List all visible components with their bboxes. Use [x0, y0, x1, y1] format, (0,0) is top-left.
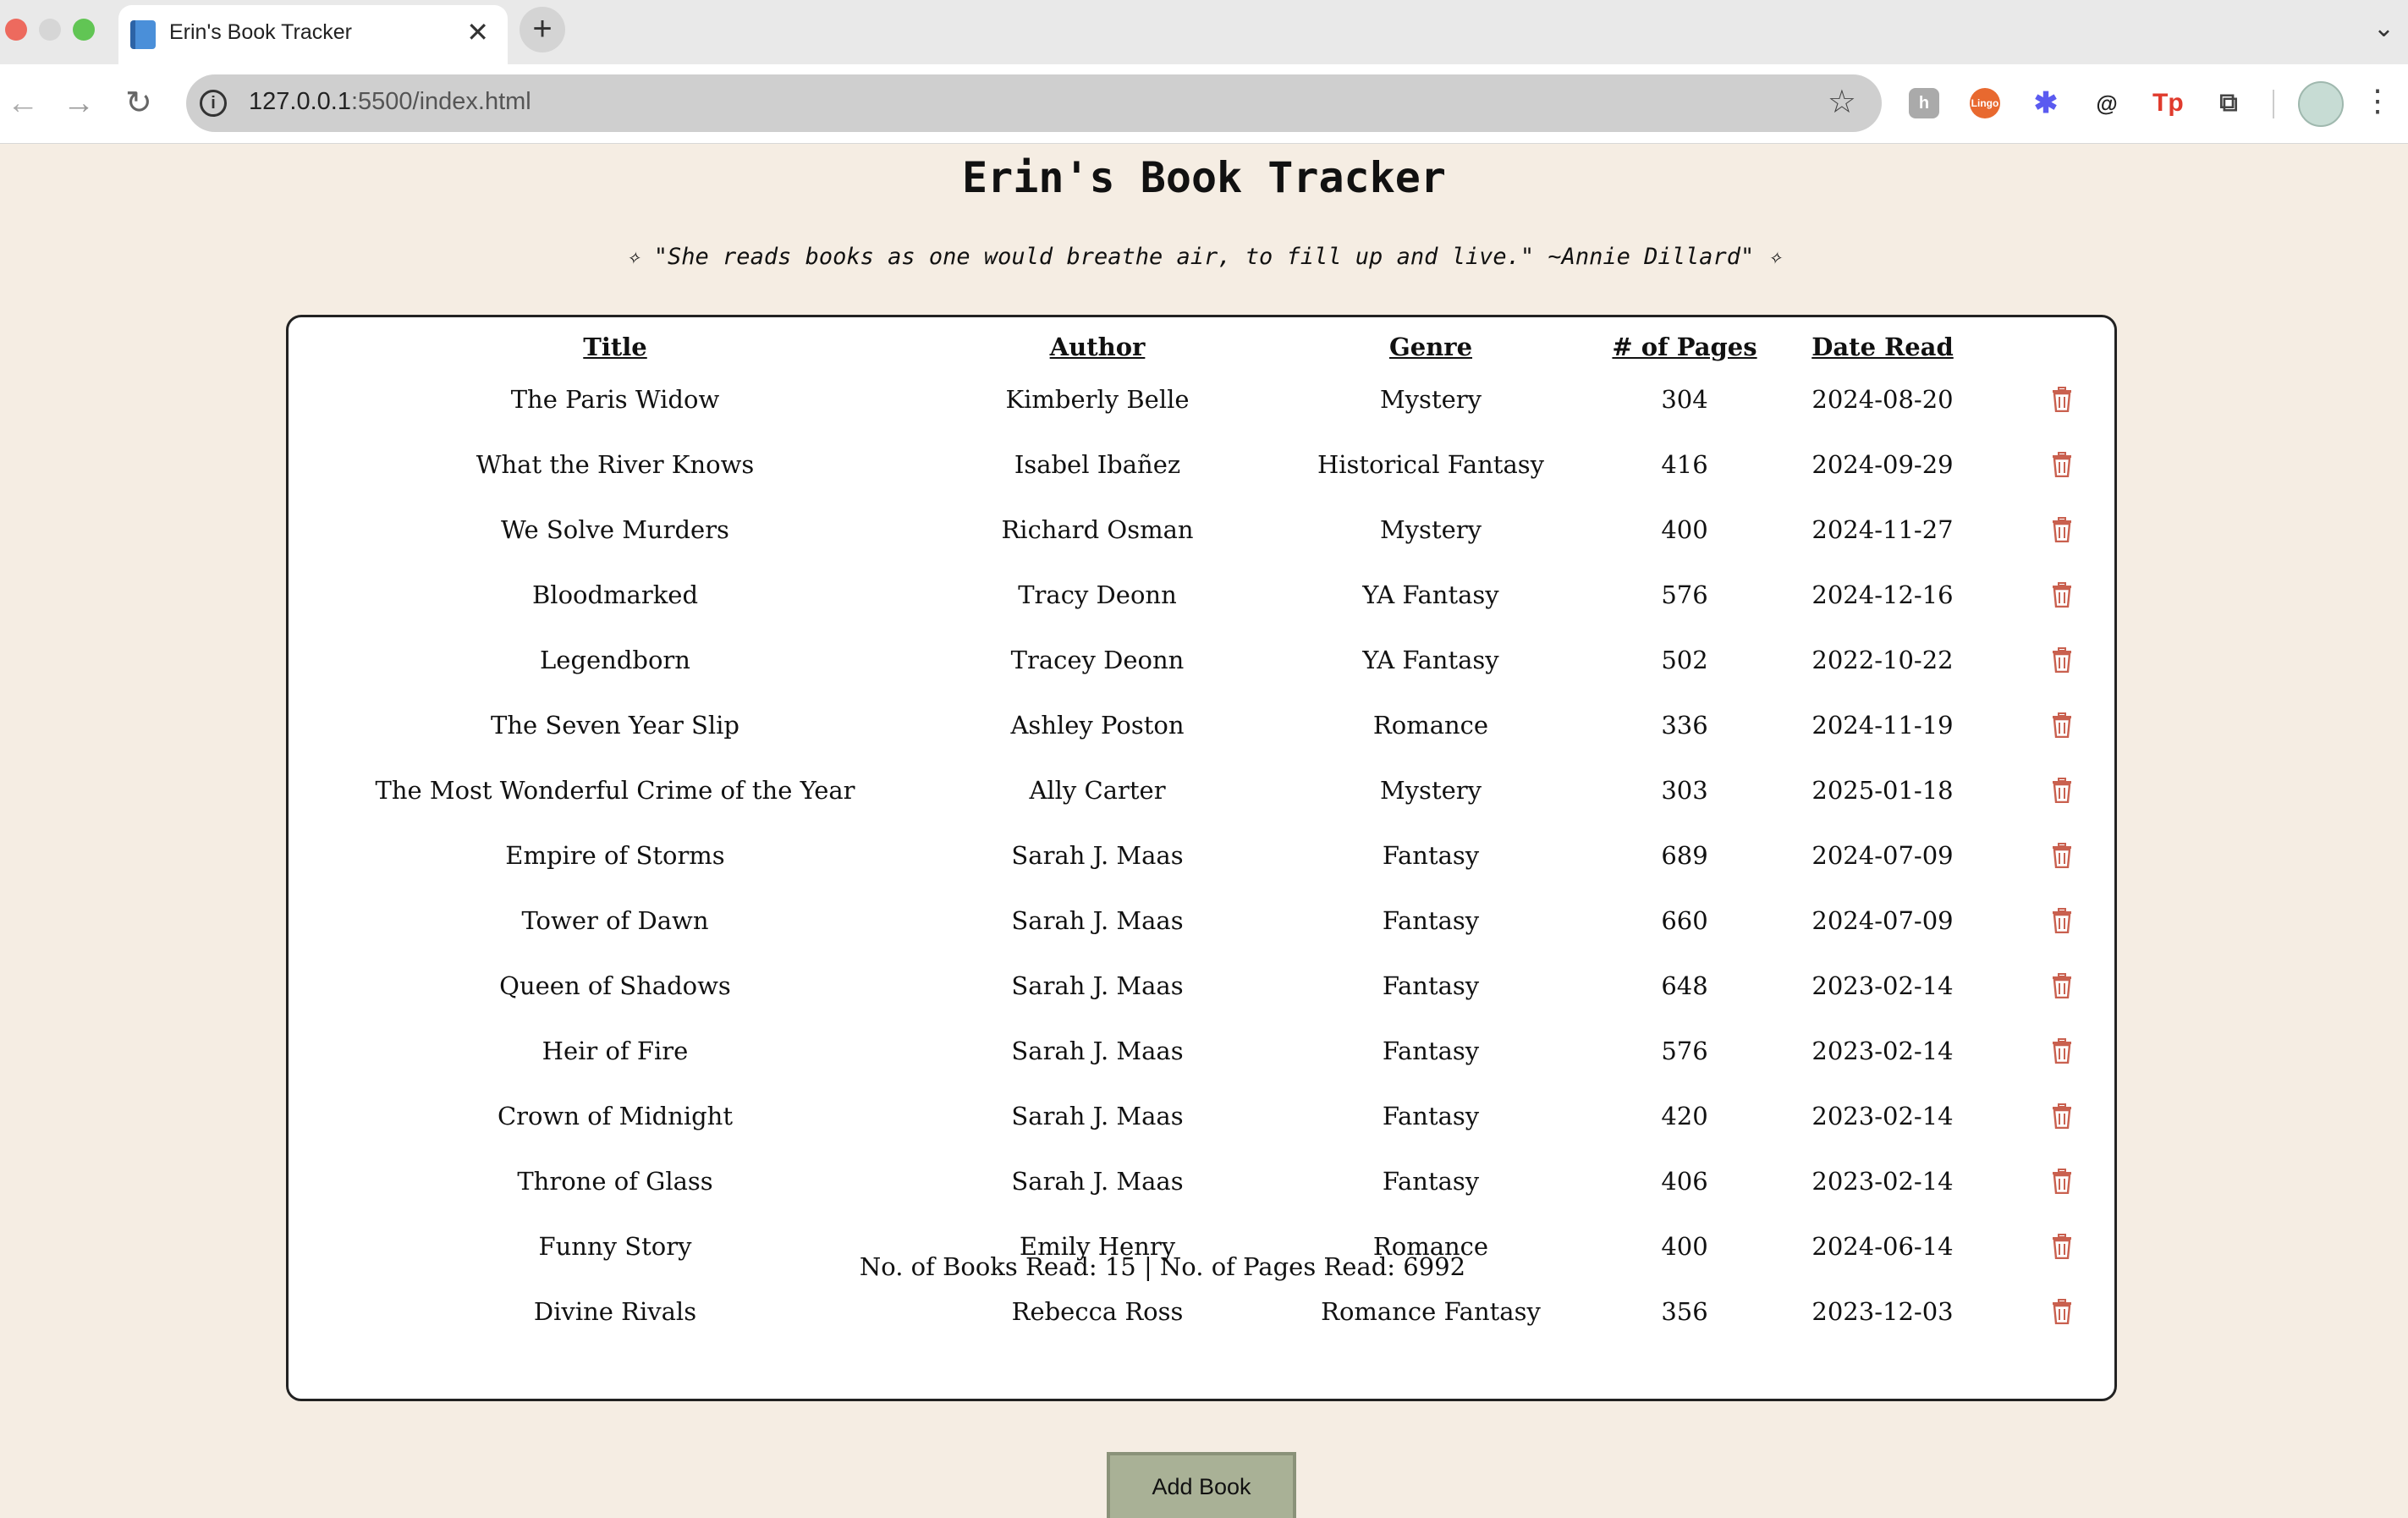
cell-author: Sarah J. Maas — [1011, 1167, 1184, 1196]
cell-pages: 400 — [1661, 515, 1708, 544]
cell-title: Funny Story — [538, 1232, 692, 1261]
cell-author: Tracy Deonn — [1018, 580, 1177, 609]
delete-trash-icon[interactable] — [2052, 517, 2072, 542]
cell-title: Divine Rivals — [533, 1297, 697, 1326]
header-author: Author — [1049, 333, 1146, 361]
cell-title: Crown of Midnight — [497, 1102, 734, 1130]
cell-date-read: 2023-02-14 — [1811, 1037, 1954, 1065]
cell-date-read: 2024-07-09 — [1811, 906, 1954, 935]
cell-author: Ashley Poston — [1010, 711, 1185, 740]
cell-author: Sarah J. Maas — [1011, 971, 1184, 1000]
delete-trash-icon[interactable] — [2052, 908, 2072, 933]
cell-author: Kimberly Belle — [1005, 385, 1190, 414]
new-tab-button[interactable]: + — [520, 7, 565, 52]
cell-pages: 406 — [1661, 1167, 1708, 1196]
cell-title: Queen of Shadows — [499, 971, 731, 1000]
tab-title: Erin's Book Tracker — [169, 20, 352, 44]
cell-genre: Fantasy — [1382, 971, 1480, 1000]
cell-pages: 502 — [1661, 646, 1708, 674]
forward-icon[interactable]: → — [63, 85, 95, 121]
delete-trash-icon[interactable] — [2052, 973, 2072, 998]
header-date-read: Date Read — [1811, 333, 1954, 361]
cell-author: Richard Osman — [1001, 515, 1194, 544]
cell-title: What the River Knows — [476, 450, 755, 479]
cell-title: We Solve Murders — [501, 515, 729, 544]
browser-menu-icon[interactable]: ⋮ — [2362, 83, 2393, 118]
url-text[interactable] — [249, 88, 531, 116]
extension-5-icon[interactable]: Tp — [2152, 89, 2184, 117]
tab-search-chevron-icon[interactable]: ⌄ — [2372, 14, 2394, 42]
cell-title: The Paris Widow — [510, 385, 720, 414]
delete-trash-icon[interactable] — [2052, 452, 2072, 477]
cell-pages: 356 — [1661, 1297, 1708, 1326]
page-title: Erin's Book Tracker — [962, 153, 1446, 202]
browser-tab[interactable] — [118, 5, 508, 64]
delete-trash-icon[interactable] — [2052, 647, 2072, 673]
header-genre: Genre — [1388, 333, 1473, 361]
cell-date-read: 2024-11-27 — [1811, 515, 1954, 544]
delete-trash-icon[interactable] — [2052, 1103, 2072, 1129]
address-bar[interactable] — [186, 74, 1882, 132]
cell-author: Isabel Ibañez — [1014, 450, 1181, 479]
cell-date-read: 2024-07-09 — [1811, 841, 1954, 870]
cell-genre: Mystery — [1379, 385, 1482, 414]
cell-pages: 416 — [1661, 450, 1708, 479]
delete-trash-icon[interactable] — [2052, 843, 2072, 868]
cell-genre: Romance Fantasy — [1321, 1297, 1541, 1326]
cell-pages: 304 — [1661, 385, 1708, 414]
cell-pages: 660 — [1661, 906, 1708, 935]
delete-trash-icon[interactable] — [2052, 1169, 2072, 1194]
tab-close-icon[interactable]: ✕ — [466, 17, 489, 47]
cell-genre: Mystery — [1379, 776, 1482, 805]
cell-title: Throne of Glass — [517, 1167, 713, 1196]
url-path: :5500/index.html — [350, 88, 531, 115]
reload-icon[interactable]: ↻ — [125, 85, 152, 121]
cell-title: Tower of Dawn — [521, 906, 709, 935]
delete-trash-icon[interactable] — [2052, 712, 2072, 738]
tab-strip — [0, 0, 2408, 64]
cell-title: Empire of Storms — [505, 841, 725, 870]
cell-title: The Seven Year Slip — [490, 711, 740, 740]
url-host: 127.0.0.1 — [249, 88, 351, 115]
cell-genre: Fantasy — [1382, 906, 1480, 935]
cell-genre: Fantasy — [1382, 1167, 1480, 1196]
delete-trash-icon[interactable] — [2052, 1038, 2072, 1064]
delete-trash-icon[interactable] — [2052, 778, 2072, 803]
cell-genre: Fantasy — [1382, 1102, 1480, 1130]
cell-genre: YA Fantasy — [1362, 580, 1499, 609]
cell-author: Emily Henry — [1019, 1232, 1176, 1261]
site-info-icon[interactable]: i — [200, 90, 227, 117]
cell-author: Sarah J. Maas — [1011, 1102, 1184, 1130]
extension-1-icon[interactable]: h — [1909, 88, 1939, 118]
header-title: Title — [583, 333, 647, 361]
cell-genre: YA Fantasy — [1362, 646, 1499, 674]
cell-date-read: 2023-02-14 — [1811, 1102, 1954, 1130]
extension-4-icon[interactable]: @ — [2096, 91, 2118, 116]
cell-pages: 576 — [1661, 1037, 1708, 1065]
cell-date-read: 2023-12-03 — [1811, 1297, 1954, 1326]
cell-date-read: 2022-10-22 — [1811, 646, 1954, 674]
cell-pages: 336 — [1661, 711, 1708, 740]
cell-date-read: 2024-09-29 — [1811, 450, 1954, 479]
cell-author: Ally Carter — [1029, 776, 1166, 805]
cell-author: Tracey Deonn — [1010, 646, 1185, 674]
cell-title: Bloodmarked — [531, 580, 699, 609]
cell-date-read: 2024-12-16 — [1811, 580, 1954, 609]
book-table — [286, 315, 2117, 1401]
maximize-window-button[interactable] — [73, 19, 95, 41]
cell-date-read: 2024-06-14 — [1811, 1232, 1954, 1261]
cell-pages: 303 — [1661, 776, 1708, 805]
extensions-puzzle-icon[interactable]: ⧉ — [2219, 89, 2238, 117]
extension-3-icon[interactable]: ✱ — [2033, 87, 2059, 119]
cell-date-read: 2025-01-18 — [1811, 776, 1954, 805]
bookmark-star-icon[interactable]: ☆ — [1827, 85, 1856, 120]
browser-toolbar — [0, 64, 2408, 144]
toolbar-divider — [2273, 90, 2274, 118]
quote: ✧ "She reads books as one would breathe air, to fill up and live." ~Annie Dillard" ✧ — [626, 244, 1782, 270]
delete-trash-icon[interactable] — [2052, 387, 2072, 412]
cell-pages: 689 — [1661, 841, 1708, 870]
cell-genre: Fantasy — [1382, 841, 1480, 870]
book-icon — [130, 20, 156, 49]
page-content — [0, 144, 2408, 1518]
cell-genre: Fantasy — [1382, 1037, 1480, 1065]
cell-genre: Mystery — [1379, 515, 1482, 544]
cell-pages: 400 — [1661, 1232, 1708, 1261]
cell-genre: Romance — [1372, 1232, 1489, 1261]
cell-date-read: 2024-11-19 — [1811, 711, 1954, 740]
cell-title: Heir of Fire — [542, 1037, 689, 1065]
extension-2-icon[interactable]: Lingo — [1970, 88, 2000, 118]
cell-author: Sarah J. Maas — [1011, 1037, 1184, 1065]
cell-pages: 576 — [1661, 580, 1708, 609]
cell-date-read: 2024-08-20 — [1811, 385, 1954, 414]
cell-title: The Most Wonderful Crime of the Year — [375, 776, 855, 805]
profile-avatar[interactable] — [2298, 81, 2344, 127]
cell-genre: Romance — [1372, 711, 1489, 740]
cell-pages: 648 — [1661, 971, 1708, 1000]
cell-date-read: 2023-02-14 — [1811, 971, 1954, 1000]
reading-summary: No. of Books Read: 15 | No. of Pages Read: 6992 — [859, 1252, 1466, 1281]
close-window-button[interactable] — [5, 19, 27, 41]
delete-trash-icon[interactable] — [2052, 582, 2072, 608]
cell-pages: 420 — [1661, 1102, 1708, 1130]
header-pages: # of Pages — [1612, 333, 1757, 361]
cell-genre: Historical Fantasy — [1317, 450, 1545, 479]
back-icon[interactable]: ← — [7, 85, 39, 121]
add-book-button[interactable]: Add Book — [1107, 1452, 1296, 1518]
minimize-window-button[interactable] — [39, 19, 61, 41]
cell-date-read: 2023-02-14 — [1811, 1167, 1954, 1196]
cell-author: Sarah J. Maas — [1011, 906, 1184, 935]
cell-author: Rebecca Ross — [1011, 1297, 1184, 1326]
cell-title: Legendborn — [540, 646, 690, 674]
delete-trash-icon[interactable] — [2052, 1299, 2072, 1324]
cell-author: Sarah J. Maas — [1011, 841, 1184, 870]
